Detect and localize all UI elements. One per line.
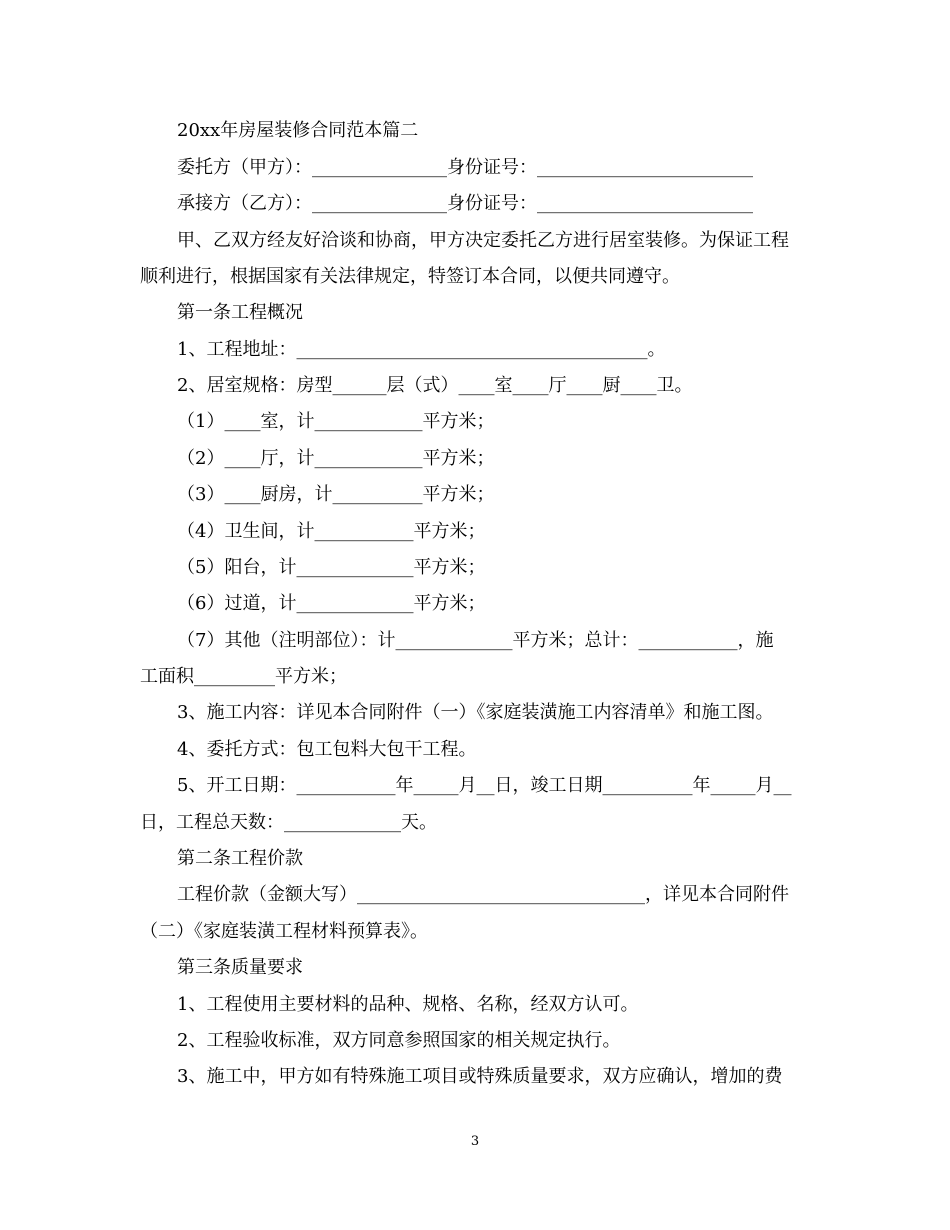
clause-line: 工程价款（金额大写）________________________________，详见本合同附件 (177, 884, 789, 905)
clause-line: 1、工程使用主要材料的品种、规格、名称，经双方认可。 (177, 994, 639, 1015)
clause-line: 1、工程地址：_______________________________________。 (177, 339, 666, 360)
room-item: （4）卫生间，计___________平方米； (177, 521, 486, 542)
doc-title: 20xx年房屋装修合同范本篇二 (177, 120, 419, 141)
preamble-line: 顺利进行，根据国家有关法律规定，特签订本合同，以便共同遵守。 (140, 266, 680, 287)
section-heading: 第三条质量要求 (177, 957, 303, 978)
preamble-line: 甲、乙双方经友好洽谈和协商，甲方决定委托乙方进行居室装修。为保证工程 (177, 230, 789, 251)
clause-line: 2、居室规格：房型______层（式）____室____厅____厨____卫。 (177, 375, 693, 396)
clause-line: 3、施工内容：详见本合同附件（一）《家庭装潢施工内容清单》和施工图。 (177, 702, 774, 723)
room-item: （3）____厨房，计__________平方米； (177, 484, 495, 505)
party-b-line: 承接方（乙方）：_______________身份证号：________________________ (177, 193, 753, 214)
room-item: （6）过道，计_____________平方米； (177, 593, 486, 614)
room-item: （7）其他（注明部位）：计_____________平方米；总计：___________，施 (177, 630, 774, 651)
room-item: （2）____厅，计____________平方米； (177, 448, 495, 469)
clause-line: 5、开工日期：___________年_____月__日，竣工日期__________年_____月__ (177, 775, 792, 796)
room-item: （5）阳台，计_____________平方米； (177, 557, 486, 578)
clause-line: （二）《家庭装潢工程材料预算表》。 (140, 921, 428, 942)
party-a-line: 委托方（甲方）：_______________身份证号：________________________ (177, 157, 753, 178)
clause-line: 2、工程验收标准，双方同意参照国家的相关规定执行。 (177, 1030, 621, 1051)
clause-line: 4、委托方式：包工包料大包干工程。 (177, 739, 477, 760)
page-number: 3 (470, 1134, 480, 1149)
section-heading: 第二条工程价款 (177, 848, 303, 869)
room-item: 工面积_________平方米； (140, 666, 347, 687)
room-item: （1）____室，计____________平方米； (177, 411, 495, 432)
clause-line: 3、施工中，甲方如有特殊施工项目或特殊质量要求，双方应确认，增加的费 (177, 1066, 783, 1087)
section-heading: 第一条工程概况 (177, 302, 303, 323)
clause-line: 日，工程总天数：_____________天。 (140, 812, 437, 833)
